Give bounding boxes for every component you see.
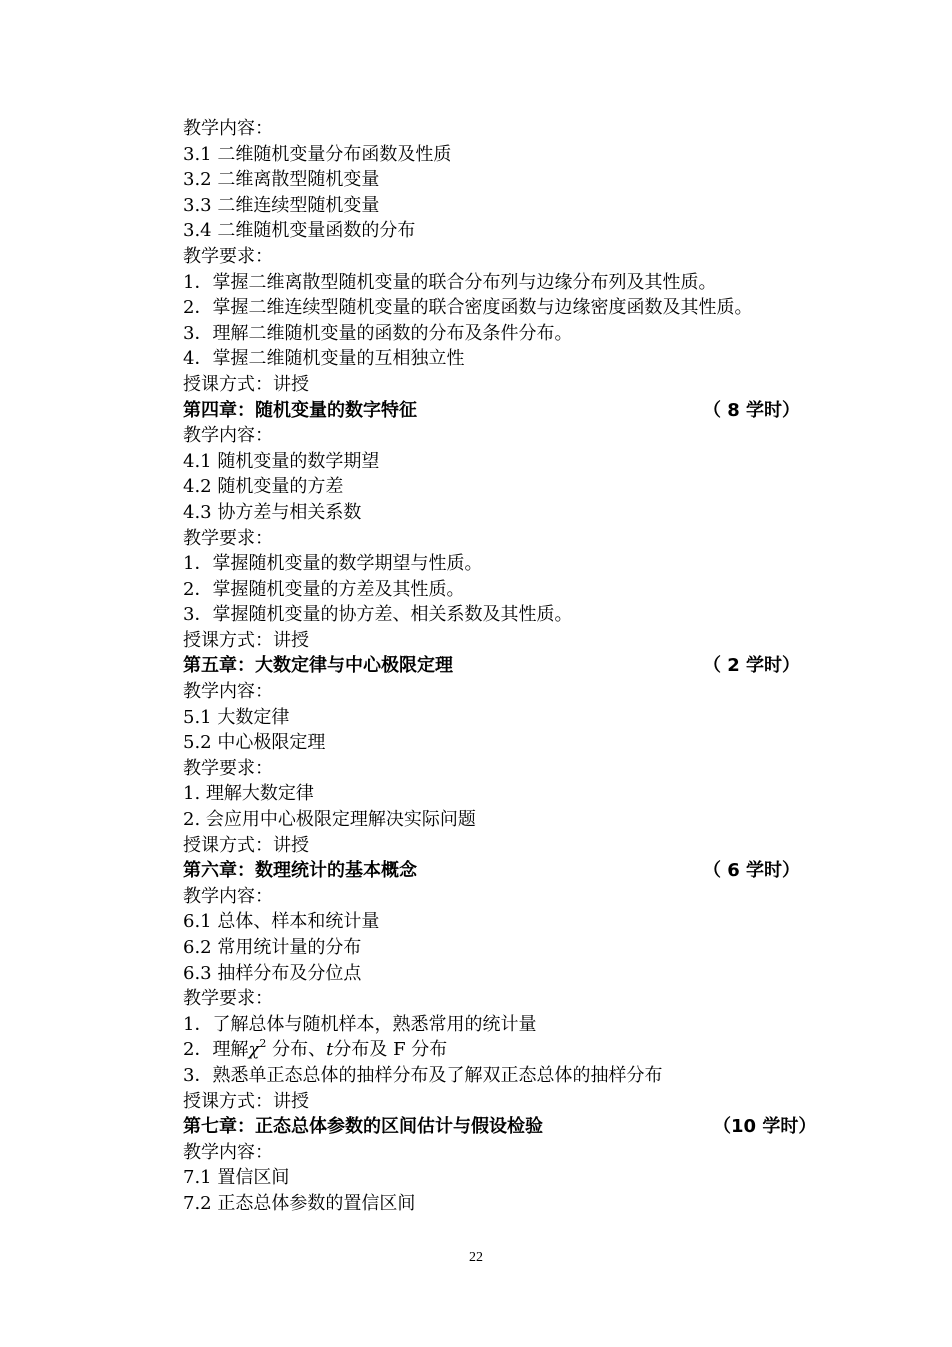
text-line: 2．掌握随机变量的方差及其性质。 (183, 578, 465, 600)
text-line: 1. 理解大数定律 (183, 783, 314, 805)
req-suffix: 分布及 F 分布 (333, 1039, 448, 1061)
text-line: 7.1 置信区间 (183, 1167, 290, 1189)
text-line: 3．理解二维随机变量的函数的分布及条件分布。 (183, 322, 573, 344)
text-line: 6.1 总体、样本和统计量 (183, 911, 380, 933)
text-line: 授课方式：讲授 (183, 629, 309, 651)
page-number: 22 (469, 1250, 483, 1265)
text-line: 4．掌握二维随机变量的互相独立性 (183, 348, 465, 370)
page-content (183, 116, 823, 1217)
text-line: 教学内容： (183, 425, 273, 447)
chapter-heading-4 (183, 398, 823, 424)
text-line: 3.4 二维随机变量函数的分布 (183, 220, 416, 242)
text-line: 1．了解总体与随机样本，熟悉常用的统计量 (183, 1013, 537, 1035)
text-line: 3.2 二维离散型随机变量 (183, 169, 380, 191)
text-line: 6.2 常用统计量的分布 (183, 937, 362, 958)
text-line: 教学要求： (183, 527, 273, 549)
text-line: 5.2 中心极限定理 (183, 732, 326, 754)
chapter-hours: （ 2 学时） (703, 655, 801, 677)
text-line: 2. 会应用中心极限定理解决实际问题 (183, 809, 476, 831)
chapter-heading-7 (183, 1114, 823, 1140)
text-line: 7.2 正态总体参数的置信区间 (183, 1192, 416, 1214)
text-line: 教学内容： (183, 681, 273, 703)
text-line: 授课方式：讲授 (183, 1090, 309, 1112)
text-line: 2．掌握二维连续型随机变量的联合密度函数与边缘密度函数及其性质。 (183, 297, 753, 319)
chapter-title: 第六章：数理统计的基本概念 (183, 860, 417, 882)
req-mid: 分布、 (272, 1039, 327, 1061)
text-line: 1．掌握二维离散型随机变量的联合分布列与边缘分布列及其性质。 (183, 271, 717, 293)
chi-symbol: χ (248, 1039, 260, 1061)
chapter-title: 第四章：随机变量的数字特征 (183, 399, 417, 421)
text-line: 教学要求： (183, 757, 273, 779)
text-line: 4.2 随机变量的方差 (183, 476, 344, 498)
text-line: 3.1 二维随机变量分布函数及性质 (183, 143, 452, 165)
t-symbol: t (326, 1039, 334, 1061)
req-prefix: 2．理解 (183, 1039, 249, 1061)
text-line: 教学要求： (183, 245, 273, 267)
chapter-hours: （ 8 学时） (703, 399, 801, 421)
text-line: 3.3 二维连续型随机变量 (183, 194, 380, 216)
chapter-hours: （10 学时） (713, 1116, 817, 1138)
text-line: 5.1 大数定律 (183, 706, 290, 728)
requirement-line-distribution (183, 1037, 823, 1063)
text-line: 6.3 抽样分布及分位点 (183, 962, 362, 984)
text-line: 4.1 随机变量的数学期望 (183, 450, 380, 472)
text-line: 4.3 协方差与相关系数 (183, 501, 362, 523)
chapter-heading-5 (183, 653, 823, 679)
chapter-heading-6 (183, 858, 823, 884)
text-line: 1．掌握随机变量的数学期望与性质。 (183, 553, 483, 575)
text-line: 3．熟悉单正态总体的抽样分布及了解双正态总体的抽样分布 (183, 1064, 663, 1086)
text-line: 教学内容： (183, 1141, 273, 1163)
text-line: 教学内容： (183, 885, 273, 907)
text-line: 授课方式：讲授 (183, 834, 309, 856)
text-line: 3．掌握随机变量的协方差、相关系数及其性质。 (183, 604, 573, 626)
chi-superscript: 2 (259, 1037, 267, 1051)
chapter-title: 第七章：正态总体参数的区间估计与假设检验 (183, 1116, 543, 1138)
text-line: 授课方式：讲授 (183, 373, 309, 395)
text-line: 教学要求： (183, 988, 273, 1010)
chapter-title: 第五章：大数定律与中心极限定理 (183, 655, 453, 677)
chapter-hours: （ 6 学时） (703, 860, 801, 882)
text-line: 教学内容： (183, 118, 273, 139)
